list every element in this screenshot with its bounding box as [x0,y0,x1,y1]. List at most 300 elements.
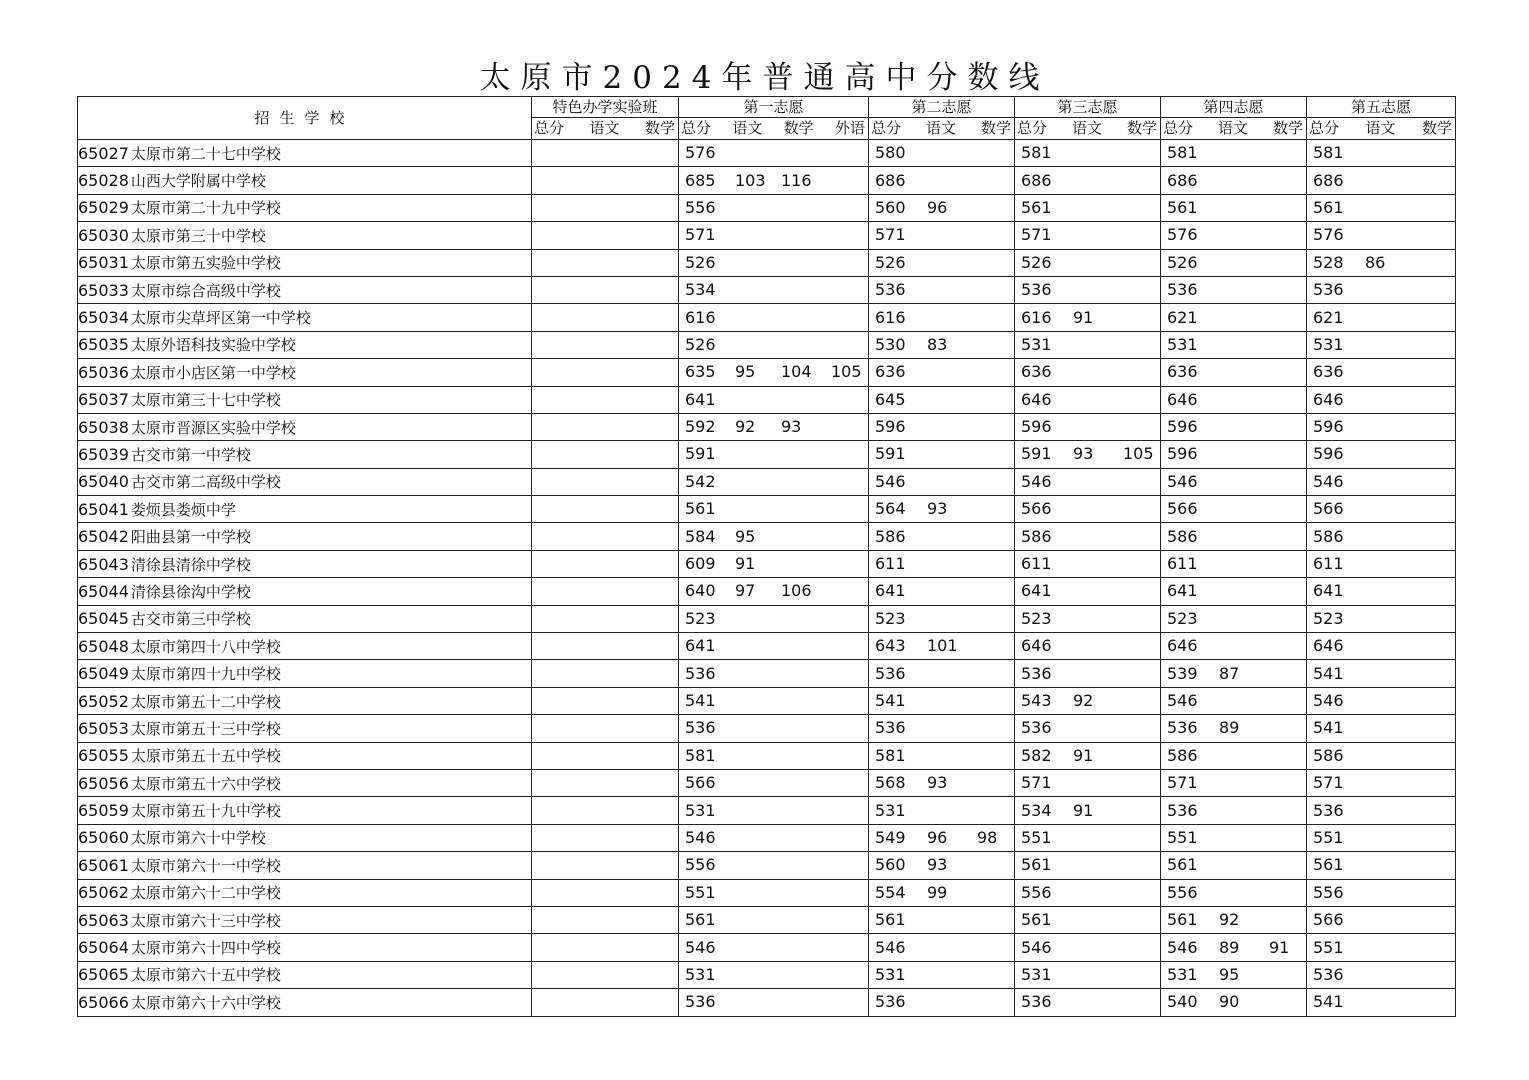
special-class-cell [532,496,679,523]
score-chinese: 87 [1219,663,1240,683]
score-chinese: 93 [927,773,948,793]
choice-3-cell [1015,496,1161,523]
score-math: 98 [977,827,998,847]
choice-5-cell [1307,961,1456,988]
choice-5-cell [1307,824,1456,851]
choice-4-cell [1161,852,1307,879]
score-chinese: 96 [927,197,948,217]
choice-5-cell [1307,386,1456,413]
choice-2-cell [869,906,1015,933]
choice-1-cell [679,852,869,879]
header-chinese: 语文 [925,119,956,137]
score-total: 646 [1021,636,1052,656]
school-name: 太原市第六十六中学校 [130,993,281,1012]
choice-2-cell [869,413,1015,440]
special-class-cell [532,687,679,714]
header-total: 总分 [1017,119,1048,137]
table-row [78,550,1456,577]
choice-4-cell [1161,167,1307,194]
school-cell [78,742,532,769]
header-subjects-choice-3 [1015,118,1161,140]
choice-1-cell [679,249,869,276]
header-math: 数学 [980,119,1011,137]
school-code: 65060 [78,828,129,848]
table-row [78,468,1456,495]
choice-1-cell [679,879,869,906]
score-chinese: 95 [735,526,756,546]
choice-1-cell [679,194,869,221]
score-total: 561 [685,499,716,519]
header-school: 招生学校 [78,97,532,140]
school-code: 65055 [78,746,129,766]
school-name: 太原市综合高级中学校 [130,281,281,300]
choice-3-cell [1015,140,1161,167]
header-foreign: 外语 [834,119,865,137]
score-total: 536 [685,992,716,1012]
school-name: 太原市第五十九中学校 [130,802,281,821]
choice-1-cell [679,276,869,303]
header-chinese: 语文 [1071,119,1102,137]
choice-5-cell [1307,934,1456,961]
choice-1-cell [679,715,869,742]
choice-5-cell [1307,687,1456,714]
choice-3-cell [1015,331,1161,358]
score-total: 536 [1021,280,1052,300]
school-cell [78,769,532,796]
table-row [78,249,1456,276]
special-class-cell [532,167,679,194]
score-total: 536 [1313,964,1344,984]
score-total: 541 [685,691,716,710]
score-total: 571 [875,225,906,245]
header-group-choice-3: 第三志愿 [1015,97,1161,118]
choice-1-cell [679,687,869,714]
choice-3-cell [1015,824,1161,851]
choice-3-cell [1015,276,1161,303]
choice-2-cell [869,824,1015,851]
special-class-cell [532,386,679,413]
choice-1-cell [679,550,869,577]
choice-5-cell [1307,769,1456,796]
score-total: 551 [1313,937,1344,957]
table-row [78,934,1456,961]
score-total: 541 [1313,992,1344,1012]
score-total: 534 [685,280,716,300]
score-total: 686 [1167,170,1198,190]
table-row [78,386,1456,413]
score-total: 586 [1313,526,1344,546]
school-name: 太原市第六十一中学校 [130,856,281,875]
choice-3-cell [1015,413,1161,440]
score-total: 530 [875,334,906,354]
choice-1-cell [679,468,869,495]
special-class-cell [532,961,679,988]
school-cell [78,441,532,468]
choice-2-cell [869,715,1015,742]
school-name: 太原市晋源区实验中学校 [130,418,296,437]
choice-3-cell [1015,523,1161,550]
score-total: 584 [685,526,716,546]
score-total: 556 [1313,882,1344,902]
choice-4-cell [1161,386,1307,413]
school-cell [78,824,532,851]
school-name: 太原市第六十中学校 [130,829,266,848]
school-cell [78,961,532,988]
choice-2-cell [869,140,1015,167]
choice-2-cell [869,249,1015,276]
score-chinese: 93 [1073,444,1094,464]
choice-3-cell [1015,934,1161,961]
score-total: 576 [1167,225,1198,245]
score-total: 566 [1167,499,1198,519]
score-total: 645 [875,389,906,409]
score-chinese: 89 [1219,718,1240,738]
school-cell [78,879,532,906]
choice-5-cell [1307,222,1456,249]
choice-2-cell [869,386,1015,413]
school-code: 65035 [78,335,129,355]
score-total: 616 [685,307,716,327]
score-total: 523 [1167,608,1198,628]
school-name: 太原市第六十五中学校 [130,966,281,985]
special-class-cell [532,550,679,577]
score-total: 546 [1167,471,1198,491]
school-cell [78,222,532,249]
score-total: 636 [1167,362,1198,382]
choice-5-cell [1307,715,1456,742]
score-total: 566 [1313,499,1344,519]
score-total: 526 [1167,252,1198,272]
choice-5-cell [1307,249,1456,276]
score-total: 596 [1021,417,1052,437]
table-row [78,222,1456,249]
school-code: 65044 [78,581,129,601]
choice-4-cell [1161,359,1307,386]
score-total: 571 [1021,225,1052,245]
score-total: 556 [685,855,716,875]
special-class-cell [532,249,679,276]
score-chinese: 91 [735,554,756,574]
choice-4-cell [1161,687,1307,714]
school-code: 65062 [78,883,129,903]
choice-5-cell [1307,989,1456,1016]
score-chinese: 99 [927,882,948,902]
choice-4-cell [1161,523,1307,550]
table-row [78,633,1456,660]
score-total: 641 [685,636,716,656]
table-row [78,167,1456,194]
choice-1-cell [679,824,869,851]
header-chinese: 语文 [732,119,763,137]
choice-3-cell [1015,386,1161,413]
score-total: 596 [1313,444,1344,464]
score-total: 561 [1021,197,1052,217]
school-name: 古交市第三中学校 [130,610,251,629]
school-code: 65052 [78,691,129,711]
school-name: 太原市第六十二中学校 [130,884,281,903]
choice-2-cell [869,276,1015,303]
school-code: 65036 [78,362,129,382]
choice-1-cell [679,742,869,769]
choice-2-cell [869,742,1015,769]
score-total: 539 [1167,663,1198,683]
choice-4-cell [1161,660,1307,687]
score-total: 542 [685,471,716,491]
school-code: 65063 [78,910,129,930]
choice-2-cell [869,468,1015,495]
score-chinese: 89 [1219,937,1240,957]
choice-4-cell [1161,879,1307,906]
score-total: 581 [1313,143,1344,163]
choice-4-cell [1161,715,1307,742]
score-chinese: 97 [735,581,756,601]
score-chinese: 92 [1073,691,1094,710]
choice-4-cell [1161,249,1307,276]
choice-1-cell [679,633,869,660]
score-total: 566 [685,773,716,793]
school-code: 65064 [78,938,129,958]
score-chinese: 95 [1219,964,1240,984]
choice-2-cell [869,989,1015,1016]
table-row [78,304,1456,331]
choice-5-cell [1307,660,1456,687]
choice-4-cell [1161,331,1307,358]
choice-5-cell [1307,194,1456,221]
score-math: 91 [1269,937,1290,957]
school-cell [78,276,532,303]
school-name: 太原市第二十九中学校 [130,199,281,218]
score-total: 586 [1167,745,1198,765]
choice-2-cell [869,194,1015,221]
choice-4-cell [1161,961,1307,988]
score-total: 596 [1167,417,1198,437]
score-total: 540 [1167,992,1198,1012]
header-math: 数学 [1272,119,1303,137]
score-total: 586 [1021,526,1052,546]
score-total: 531 [685,964,716,984]
score-total: 576 [1313,225,1344,245]
school-name: 太原市第五十五中学校 [130,747,281,766]
score-total: 561 [1313,197,1344,217]
score-total: 536 [1313,800,1344,820]
score-total: 592 [685,417,716,437]
score-total: 546 [875,471,906,491]
choice-5-cell [1307,331,1456,358]
school-cell [78,167,532,194]
choice-1-cell [679,441,869,468]
header-math: 数学 [1126,119,1157,137]
score-total: 543 [1021,691,1052,710]
score-total: 561 [1313,855,1344,875]
score-total: 561 [1167,197,1198,217]
choice-1-cell [679,578,869,605]
school-code: 65065 [78,965,129,985]
score-total: 560 [875,197,906,217]
score-total: 561 [685,910,716,930]
choice-3-cell [1015,989,1161,1016]
school-cell [78,934,532,961]
score-table [77,96,1456,1017]
score-total: 536 [685,663,716,683]
special-class-cell [532,879,679,906]
score-total: 536 [1167,280,1198,300]
choice-2-cell [869,496,1015,523]
score-math: 105 [1123,444,1154,464]
choice-3-cell [1015,359,1161,386]
choice-2-cell [869,550,1015,577]
school-name: 娄烦县娄烦中学 [130,500,236,519]
special-class-cell [532,824,679,851]
school-code: 65059 [78,801,129,821]
choice-1-cell [679,769,869,796]
school-cell [78,523,532,550]
page-title: 太原市2024年普通高中分数线 [479,60,1050,96]
school-name: 太原市第五实验中学校 [130,254,281,273]
score-total: 536 [1021,718,1052,738]
school-cell [78,852,532,879]
score-total: 531 [1021,964,1052,984]
header-total: 总分 [871,119,902,137]
school-name: 太原市第六十三中学校 [130,911,281,930]
special-class-cell [532,304,679,331]
score-chinese: 93 [927,499,948,519]
score-total: 536 [875,663,906,683]
school-code: 65037 [78,390,129,410]
table-row [78,413,1456,440]
choice-3-cell [1015,441,1161,468]
school-code: 65045 [78,609,129,629]
special-class-cell [532,605,679,632]
header-subjects-choice-5 [1307,118,1456,140]
choice-3-cell [1015,468,1161,495]
choice-5-cell [1307,496,1456,523]
table-row [78,660,1456,687]
score-total: 686 [1021,170,1052,190]
score-total: 581 [1021,143,1052,163]
score-total: 641 [685,389,716,409]
choice-4-cell [1161,989,1307,1016]
score-total: 646 [1021,389,1052,409]
table-row [78,852,1456,879]
choice-1-cell [679,167,869,194]
header-total: 总分 [1163,119,1194,137]
school-name: 太原市第三十七中学校 [130,391,281,410]
choice-5-cell [1307,304,1456,331]
score-total: 551 [1313,827,1344,847]
school-code: 65031 [78,253,129,273]
table-row [78,769,1456,796]
score-total: 566 [1313,910,1344,930]
table-row [78,687,1456,714]
header-group-choice-2: 第二志愿 [869,97,1015,118]
header-chinese: 语文 [1365,119,1396,137]
score-math: 106 [781,581,812,601]
choice-3-cell [1015,852,1161,879]
school-cell [78,331,532,358]
choice-5-cell [1307,468,1456,495]
school-code: 65056 [78,773,129,793]
choice-3-cell [1015,742,1161,769]
choice-2-cell [869,961,1015,988]
choice-1-cell [679,523,869,550]
choice-4-cell [1161,276,1307,303]
choice-2-cell [869,222,1015,249]
special-class-cell [532,934,679,961]
choice-2-cell [869,660,1015,687]
school-code: 65038 [78,417,129,437]
score-total: 641 [1313,581,1344,601]
score-total: 571 [1167,773,1198,793]
choice-1-cell [679,304,869,331]
special-class-cell [532,989,679,1016]
table-row [78,441,1456,468]
choice-3-cell [1015,550,1161,577]
choice-4-cell [1161,222,1307,249]
score-total: 586 [875,526,906,546]
score-total: 531 [1021,334,1052,354]
table-row [78,879,1456,906]
choice-4-cell [1161,934,1307,961]
score-total: 616 [1021,307,1052,327]
choice-4-cell [1161,550,1307,577]
score-foreign: 105 [831,362,862,382]
score-total: 531 [1167,964,1198,984]
score-total: 686 [875,170,906,190]
choice-3-cell [1015,578,1161,605]
special-class-cell [532,852,679,879]
score-total: 641 [1021,581,1052,601]
score-total: 523 [1313,608,1344,628]
choice-1-cell [679,222,869,249]
special-class-cell [532,906,679,933]
special-class-cell [532,140,679,167]
score-total: 551 [685,882,716,902]
score-total: 546 [1021,471,1052,491]
choice-2-cell [869,578,1015,605]
school-cell [78,249,532,276]
score-total: 531 [1313,334,1344,354]
table-row [78,742,1456,769]
special-class-cell [532,797,679,824]
choice-3-cell [1015,879,1161,906]
score-total: 646 [1313,636,1344,656]
score-chinese: 95 [735,362,756,382]
choice-4-cell [1161,441,1307,468]
score-total: 646 [1167,389,1198,409]
score-chinese: 101 [927,636,958,656]
school-cell [78,989,532,1016]
choice-5-cell [1307,906,1456,933]
score-total: 536 [1021,992,1052,1012]
choice-4-cell [1161,824,1307,851]
choice-3-cell [1015,715,1161,742]
score-total: 581 [685,745,716,765]
score-total: 591 [1021,444,1052,464]
choice-5-cell [1307,797,1456,824]
choice-4-cell [1161,578,1307,605]
school-cell [78,797,532,824]
score-total: 568 [875,773,906,793]
score-total: 686 [1313,170,1344,190]
score-total: 546 [1021,937,1052,957]
score-total: 541 [875,691,906,710]
choice-1-cell [679,906,869,933]
special-class-cell [532,222,679,249]
score-total: 541 [1313,663,1344,683]
choice-1-cell [679,496,869,523]
school-name: 太原市第四十九中学校 [130,665,281,684]
score-total: 591 [685,444,716,464]
